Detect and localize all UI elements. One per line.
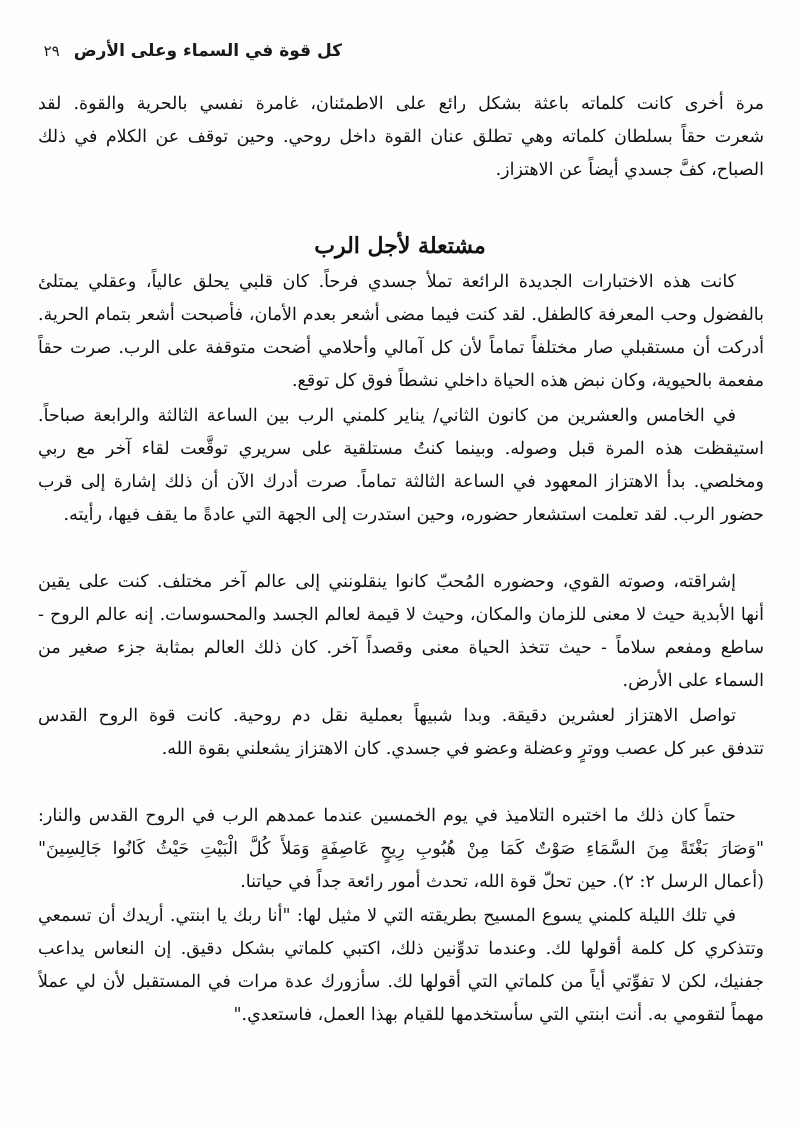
paragraph-2	[38, 266, 764, 398]
running-head-title: كل قوة في السماء وعلى الأرض	[73, 41, 342, 61]
text-line: بالفضول وحب المعرفة كالطفل. لقد كنت فيما مضى أشعر بعدم الأمان، فأصبحت أشعر بتمام الحرية.	[38, 305, 764, 325]
text-line: كانت هذه الاختبارات الجديدة الرائعة تملأ جسدي فرحاً. كان قلبي يحلق عالياً، وعقلي يمتلئ	[38, 272, 736, 292]
text-line: مهماً لتقومي به. أنت ابنتي التي سأستخدمها للقيام بهذا العمل، فاستعدي."	[233, 1005, 764, 1025]
text-line: السماء على الأرض.	[622, 671, 764, 691]
text-line: مفعمة بالحيوية، وكان نبض هذه الحياة داخلي نشطاً فوق كل توقع.	[291, 371, 764, 391]
text-line: استيقظت هذه المرة قبل وصوله. وبينما كنتُ مستلقية على سريري توقَّعت لقاء آخر مع ربي	[38, 439, 764, 459]
paragraph-4	[38, 566, 764, 698]
page-number: ٢٩	[43, 42, 60, 60]
text-line: الصباح، كفَّ جسدي أيضاً عن الاهتزاز.	[495, 160, 764, 180]
paragraph-5	[38, 700, 764, 766]
paragraph-7	[38, 900, 764, 1032]
text-line: (أعمال الرسل ٢: ٢). حين تحلّ قوة الله، تحدث أمور رائعة جداً في حياتنا.	[240, 872, 764, 892]
text-line: في الخامس والعشرين من كانون الثاني/ يناير كلمني الرب بين الساعة الثالثة والرابعة صباحاً.	[38, 406, 736, 426]
text-line: أنها الأبدية حيث لا معنى للزمان والمكان، وحيث لا قيمة لعالم الجسد والمحسوسات. إنه عالم الروح -	[38, 605, 764, 625]
paragraph-1	[38, 88, 764, 187]
text-line: إشراقته، وصوته القوي، وحضوره المُحبّ كانوا ينقلونني إلى عالم آخر مختلف. كنت على يقين	[38, 572, 736, 592]
text-line: وتتذكري كل كلمة أقولها لك. وعندما تدوِّنين ذلك، اكتبي كلماتي بشكل دقيق. إن النعاس يداعب	[38, 939, 764, 959]
scripture-quote: "وَصَارَ بَغْتَةً مِنَ السَّمَاءِ صَوْتٌ كَمَا مِنْ هُبُوبِ رِيحٍ عَاصِفَةٍ وَمَلأَ كُلَّ الْبَيْتِ حَيْثُ كَانُوا جَالِسِينَ"	[38, 839, 764, 859]
text-line: جفنيك، لكن لا تفوِّتي أياً من كلماتي التي أقولها لك. سأزورك عدة مرات في المستقبل لأن لي عملاً	[38, 972, 764, 992]
text-line: في تلك الليلة كلمني يسوع المسيح بطريقته التي لا مثيل لها: "أنا ربك يا ابنتي. أريدك أن تسمعي	[38, 906, 736, 926]
text-line: حضور الرب. لقد تعلمت استشعار حضوره، وحين استدرت إلى الجهة التي عادةً ما يقف فيها، رأيته.	[63, 505, 764, 525]
text-line: ساطع ومفعم سلاماً - حيث تتخذ الحياة معنى وقصداً آخر. كان ذلك العالم بمثابة جزء صغير من	[38, 638, 764, 658]
text-line: شعرت حقاً بسلطان كلماته وهي تطلق عنان القوة داخل روحي. وحين توقف عن الكلام في ذلك	[38, 127, 764, 147]
section-heading: مشتعلة لأجل الرب	[314, 233, 486, 259]
text-line: أدركت أن مستقبلي صار مختلفاً تماماً لأن كل آمالي وأحلامي أضحت متوقفة على الرب. صرت حقاً	[38, 338, 764, 358]
text-line: مرة أخرى كانت كلماته باعثة بشكل رائع على الاطمئنان، غامرة نفسي بالحرية والقوة. لقد	[38, 94, 764, 114]
running-head	[42, 36, 342, 66]
paragraph-6	[38, 800, 764, 899]
paragraph-3	[38, 400, 764, 532]
text-line: تتدفق عبر كل عصب ووترٍ وعضلة وعضو في جسدي. كان الاهتزاز يشعلني بقوة الله.	[161, 739, 764, 759]
text-line: ومخلصي. بدأ الاهتزاز المعهود في الساعة الثالثة تماماً. صرت أدرك الآن أن ذلك إشارة إلى قرب	[38, 472, 764, 492]
text-line: حتماً كان ذلك ما اختبره التلاميذ في يوم الخمسين عندما عمدهم الرب في الروح القدس والنار:	[38, 806, 736, 826]
text-line: تواصل الاهتزاز لعشرين دقيقة. وبدا شبيهاً بعملية نقل دم روحية. كانت قوة الروح القدس	[38, 706, 736, 726]
